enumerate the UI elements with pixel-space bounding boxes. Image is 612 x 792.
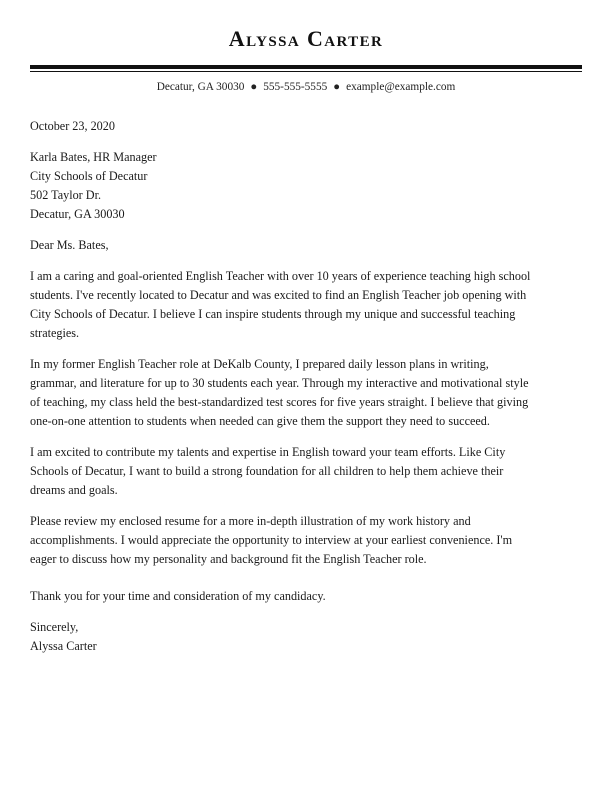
paragraph-2: In my former English Teacher role at DeKalb County, I prepared daily lesson plans in writing, grammar, and literature for up to 30 students each year. Through my interactive and motivational style of teaching, my class held the best-standardized test scores for five years straight. I believe that giving one-on-one attention to students when needed can give them the support they need to succeed.	[30, 357, 529, 428]
recipient-city: Decatur, GA 30030	[30, 207, 125, 221]
recipient-organization: City Schools of Decatur	[30, 169, 148, 183]
salutation: Dear Ms. Bates,	[30, 238, 109, 252]
paragraph-1: I am a caring and goal-oriented English Teacher with over 10 years of experience teaching high school students. I've recently located to Decatur and was excited to find an English Teacher job opening with City Schools of Decatur. I believe I can inspire students through my unique and successful teaching strategies.	[30, 269, 531, 340]
letter-date: October 23, 2020	[30, 119, 115, 133]
paragraph-3: I am excited to contribute my talents and expertise in English toward your team efforts. Like City Schools of Decatur, I want to build a strong foundation for all children to help them achieve their dreams and goals.	[30, 445, 506, 497]
recipient-block	[30, 148, 582, 224]
contact-email: example@example.com	[346, 81, 456, 93]
recipient-name: Karla Bates, HR Manager	[30, 150, 157, 164]
closing-sentence: Thank you for your time and consideration of my candidacy.	[30, 589, 326, 603]
contact-info	[0, 81, 612, 93]
paragraph-4: Please review my enclosed resume for a more in-depth illustration of my work history and accomplishments. I would appreciate the opportunity to interview at your earliest convenience. I'm eager to discuss how my personality and background fit the English Teacher role.	[30, 514, 513, 566]
header-divider-thin	[30, 71, 582, 72]
header-divider-thick	[30, 65, 582, 69]
bullet-separator-icon: ●	[333, 81, 341, 93]
valediction: Sincerely,	[30, 620, 79, 634]
contact-phone: 555-555-5555	[263, 81, 328, 93]
recipient-street: 502 Taylor Dr.	[30, 188, 102, 202]
letter-body	[30, 117, 582, 656]
applicant-name: Alyssa Carter	[228, 26, 384, 51]
signature-name: Alyssa Carter	[30, 639, 97, 653]
contact-address: Decatur, GA 30030	[156, 81, 245, 93]
bullet-separator-icon: ●	[250, 81, 258, 93]
